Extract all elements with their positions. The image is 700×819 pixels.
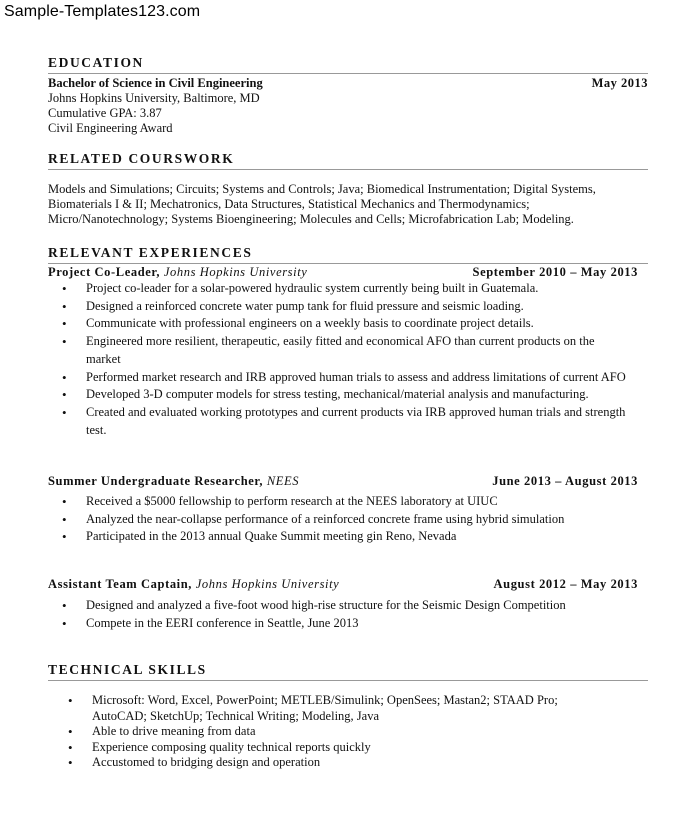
job-header [48, 577, 638, 592]
bullet-item: • Experience composing quality technical reports quickly [54, 740, 614, 756]
bullet-item: • Designed a reinforced concrete water pump tank for fluid pressure and seismic loading. [48, 298, 628, 316]
degree: Bachelor of Science in Civil Engineering [48, 76, 263, 90]
school: Johns Hopkins University, Baltimore, MD [48, 91, 260, 105]
skills-heading: TECHNICAL SKILLS [48, 662, 648, 681]
job-org: Johns Hopkins University [195, 577, 340, 591]
coursework-line: Biomaterials I & II; Mechatronics, Data Structures, Statistical Mechanics and Thermodynamics; [48, 197, 530, 211]
job-bullets [48, 493, 628, 546]
bullet-item: • Performed market research and IRB approved human trials to assess and address limitations of current AFO [48, 369, 628, 387]
job-header [48, 265, 638, 280]
watermark: Sample-Templates123.com [4, 3, 201, 20]
bullet-item: • Participated in the 2013 annual Quake Summit meeting gin Reno, Nevada [48, 528, 628, 546]
skills-bullets [54, 693, 614, 771]
job-header [48, 474, 638, 489]
job-dates: August 2012 – May 2013 [493, 577, 638, 591]
experiences-heading: RELEVANT EXPERIENCES [48, 245, 648, 264]
job-dates: June 2013 – August 2013 [492, 474, 638, 488]
bullet-item: • Project co-leader for a solar-powered hydraulic system currently being built in Guatemala. [48, 280, 628, 298]
education-heading: EDUCATION [48, 55, 648, 74]
coursework-line: Micro/Nanotechnology; Systems Bioengineering; Molecules and Cells; Microfabrication Lab; Modeling. [48, 212, 574, 226]
job-bullets [48, 597, 628, 632]
job-org: NEES [266, 474, 300, 488]
bullet-item: • Engineered more resilient, therapeutic, easily fitted and economical AFO than current products on the market [48, 333, 628, 368]
coursework-heading: RELATED COURSWORK [48, 151, 648, 170]
bullet-item: • Analyzed the near-collapse performance of a reinforced concrete frame using hybrid simulation [48, 511, 628, 529]
bullet-item: • Created and evaluated working prototypes and current products via IRB approved human trials and strength test. [48, 404, 628, 439]
bullet-item: • Accustomed to bridging design and operation [54, 755, 614, 771]
bullet-item: • Developed 3-D computer models for stress testing, mechanical/material analysis and manufacturing. [48, 386, 628, 404]
award: Civil Engineering Award [48, 121, 173, 135]
job-org: Johns Hopkins University [163, 265, 308, 279]
job-title: Summer Undergraduate Researcher, [48, 474, 264, 488]
bullet-item: • Communicate with professional engineers on a weekly basis to coordinate project details. [48, 315, 628, 333]
bullet-item: • Received a $5000 fellowship to perform research at the NEES laboratory at UIUC [48, 493, 628, 511]
bullet-item: • Designed and analyzed a five-foot wood high-rise structure for the Seismic Design Competition [48, 597, 628, 615]
job-bullets [48, 280, 628, 439]
graduation-date: May 2013 [591, 76, 648, 90]
job-title: Assistant Team Captain, [48, 577, 193, 591]
coursework-line: Models and Simulations; Circuits; Systems and Controls; Java; Biomedical Instrumentation; Digital Systems, [48, 182, 596, 196]
gpa: Cumulative GPA: 3.87 [48, 106, 162, 120]
job-title: Project Co-Leader, [48, 265, 161, 279]
bullet-item: • Able to drive meaning from data [54, 724, 614, 740]
bullet-item: • Microsoft: Word, Excel, PowerPoint; METLEB/Simulink; OpenSees; Mastan2; STAAD Pro; AutoCAD; SketchUp; Technical Writing; Modeling, Java [54, 693, 614, 724]
bullet-item: • Compete in the EERI conference in Seattle, June 2013 [48, 615, 628, 633]
job-dates: September 2010 – May 2013 [472, 265, 638, 279]
